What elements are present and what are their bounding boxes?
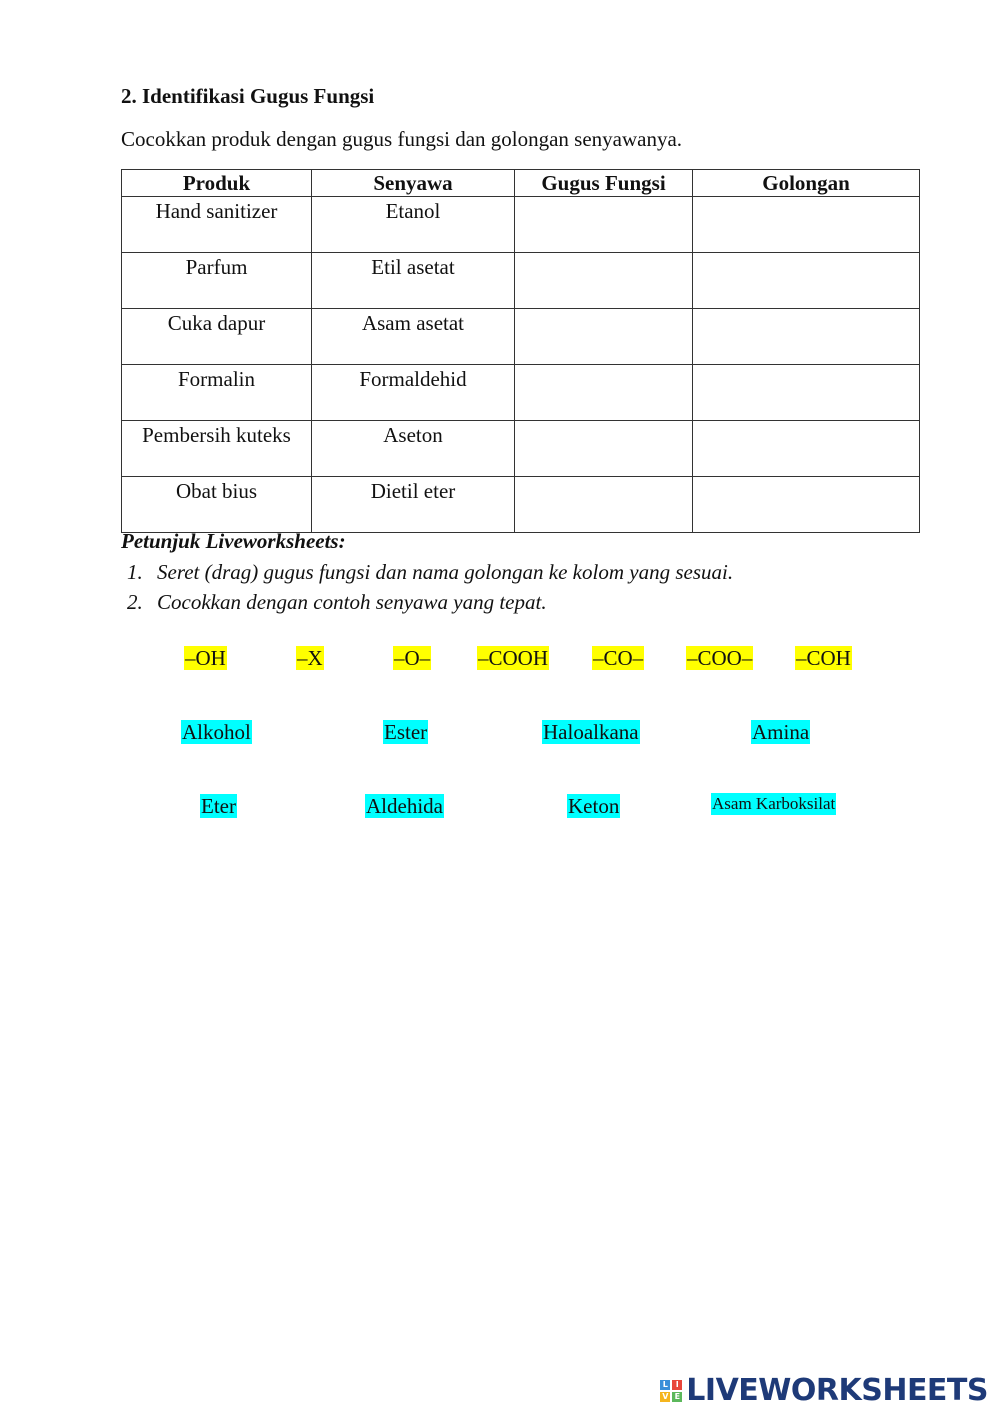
gugus-fungsi-drop-zone[interactable] [515,197,693,253]
senyawa-cell: Asam asetat [312,309,515,365]
brand-name: LIVEWORKSHEETS [686,1373,988,1408]
drag-chip-keton[interactable]: Keton [568,794,620,818]
drag-chip-alkohol[interactable]: Alkohol [182,720,251,744]
logo-tile: L [660,1380,670,1390]
golongan-drop-zone[interactable] [693,197,920,253]
hint-number: 2. [127,590,143,614]
drag-chip-aldehida[interactable]: Aldehida [366,794,443,818]
golongan-drop-zone[interactable] [693,477,920,533]
golongan-drop-zone[interactable] [693,421,920,477]
header-senyawa: Senyawa [312,170,515,197]
drag-chip-haloalkana[interactable]: Haloalkana [543,720,639,744]
liveworksheets-logo-icon [660,1380,682,1402]
senyawa-cell: Etil asetat [312,253,515,309]
hint-number: 1. [127,560,143,584]
hint-text: Seret (drag) gugus fungsi dan nama golongan ke kolom yang sesuai. [157,560,734,584]
section-title: 2. Identifikasi Gugus Fungsi [121,84,375,108]
golongan-drop-zone[interactable] [693,253,920,309]
header-produk: Produk [122,170,312,197]
table-row [122,477,920,533]
produk-cell: Pembersih kuteks [122,421,312,477]
drag-chip-o[interactable]: –O– [394,646,431,670]
produk-cell: Obat bius [122,477,312,533]
instruction-text: Cocokkan produk dengan gugus fungsi dan golongan senyawanya. [121,127,683,151]
logo-tile: V [662,1391,669,1401]
drag-chip-ester[interactable]: Ester [384,720,428,744]
produk-cell: Formalin [122,365,312,421]
hint-title: Petunjuk Liveworksheets: [121,529,346,553]
senyawa-cell: Etanol [312,197,515,253]
drag-chip-coo[interactable]: –COO– [687,646,753,670]
table-row [122,253,920,309]
golongan-drop-zone[interactable] [693,365,920,421]
drag-chip-eter[interactable]: Eter [201,794,236,818]
logo-tile: I [672,1380,682,1390]
gugus-fungsi-drop-zone[interactable] [515,253,693,309]
logo-tile: E [672,1392,682,1402]
senyawa-cell: Aseton [312,421,515,477]
hint-list [127,559,733,619]
gugus-fungsi-drop-zone[interactable] [515,421,693,477]
hint-item [127,559,733,589]
senyawa-cell: Formaldehid [312,365,515,421]
senyawa-cell: Dietil eter [312,477,515,533]
table-row [122,197,920,253]
header-gugus-fungsi: Gugus Fungsi [515,170,693,197]
produk-cell: Cuka dapur [122,309,312,365]
drag-chip-co[interactable]: –CO– [593,646,644,670]
hint-text: Cocokkan dengan contoh senyawa yang tepat. [157,590,547,614]
hint-item [127,589,733,619]
drag-chip-x[interactable]: –X [297,646,323,670]
table-row [122,365,920,421]
gugus-fungsi-drop-zone[interactable] [515,365,693,421]
header-golongan: Golongan [693,170,920,197]
drag-chip-amina[interactable]: Amina [752,720,810,744]
table-header-row [122,170,920,197]
table-row [122,421,920,477]
gugus-fungsi-drop-zone[interactable] [515,309,693,365]
drag-chip-coh[interactable]: –COH [796,646,851,670]
produk-cell: Parfum [122,253,312,309]
produk-cell: Hand sanitizer [122,197,312,253]
brand-logo [660,1373,988,1408]
golongan-drop-zone[interactable] [693,309,920,365]
drag-chip-oh[interactable]: –OH [185,646,226,670]
drag-chip-asam-karboksilat[interactable]: Asam Karboksilat [712,794,836,813]
answer-table [121,169,920,533]
table-row [122,309,920,365]
gugus-fungsi-drop-zone[interactable] [515,477,693,533]
drag-chip-cooh[interactable]: –COOH [478,646,549,670]
